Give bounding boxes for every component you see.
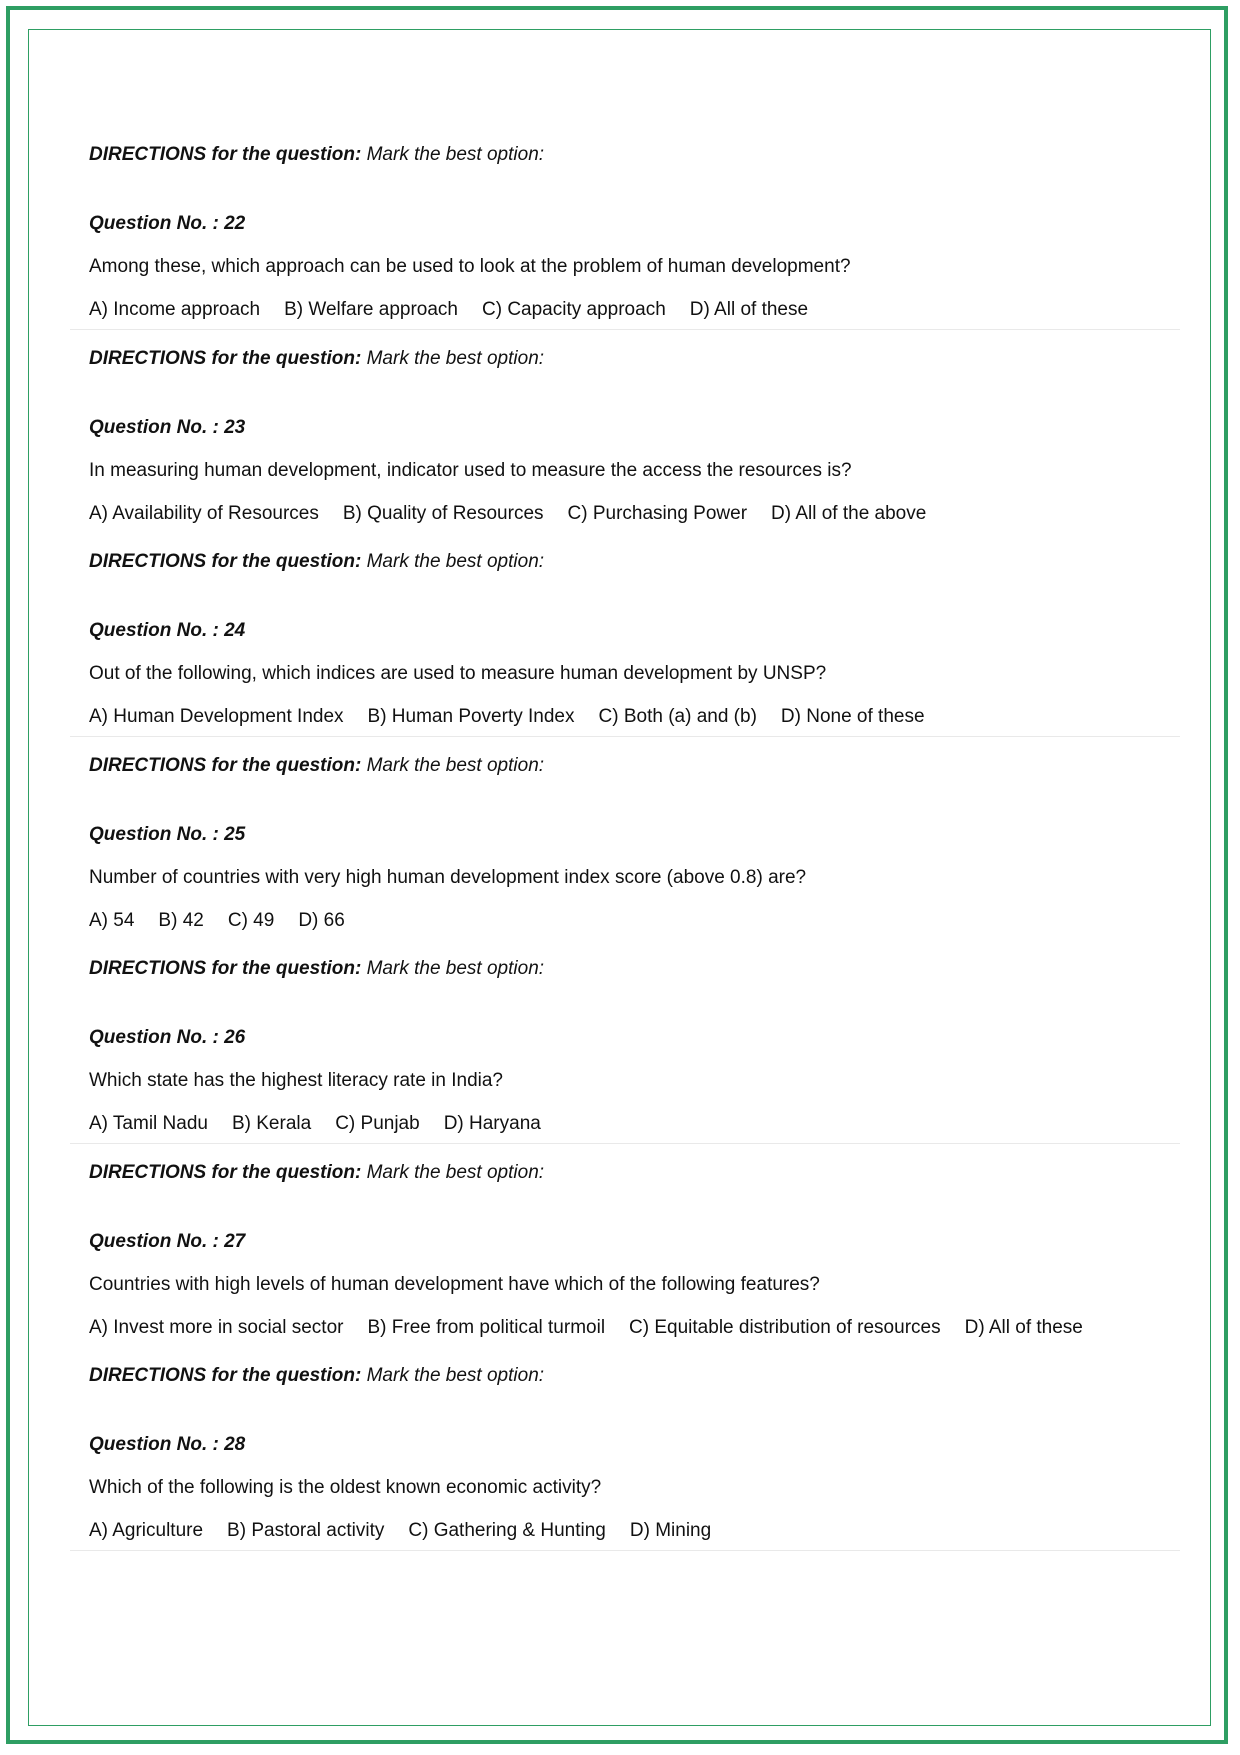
question-number: Question No. : 24 [89,620,246,641]
answer-options [89,705,949,729]
separator-line [70,329,1180,330]
question-block [89,1364,1179,1568]
directions-line [89,957,544,981]
separator-line [70,736,1180,737]
question-block [89,754,1179,958]
option-d: D) None of these [780,706,925,727]
answer-options [89,1316,1107,1340]
option-c: C) Both (a) and (b) [598,706,757,727]
option-c: C) Purchasing Power [567,502,748,524]
option-b: B) Welfare approach [284,299,458,320]
option-d: D) All of these [964,1316,1083,1338]
option-b: B) Quality of Resources [342,502,544,524]
question-number: Question No. : 26 [89,1027,246,1048]
question-block [89,1161,1179,1365]
directions-line [89,550,544,574]
question-text: Which of the following is the oldest known economic activity? [89,1477,602,1498]
directions-line [89,1364,544,1388]
question-number: Question No. : 27 [89,1230,246,1252]
question-number: Question No. : 22 [89,213,246,234]
question-text: Number of countries with very high human development index score (above 0.8) are? [89,866,807,888]
question-text: In measuring human development, indicator used to measure the access the resources is? [89,459,852,481]
directions-text: Mark the best option: [366,144,545,165]
option-c: C) Punjab [335,1113,420,1134]
option-d: D) All of the above [771,502,927,524]
separator-line [70,1550,1180,1551]
question-number: Question No. : 28 [89,1434,246,1455]
question-number: Question No. : 23 [89,416,246,438]
question-block [89,550,1179,754]
option-a: A) Invest more in social sector [89,1316,344,1338]
option-d: D) Mining [629,1520,712,1541]
separator-line [70,1143,1180,1144]
option-a: A) Availability of Resources [89,502,319,524]
directions-label: DIRECTIONS for the question: [89,551,362,572]
directions-text: Mark the best option: [366,958,545,979]
option-a: A) 54 [89,909,135,931]
question-text: Among these, which approach can be used to look at the problem of human development? [89,256,851,277]
answer-options [89,909,369,933]
answer-options [89,298,832,322]
question-text: Countries with high levels of human development have which of the following features? [89,1273,820,1295]
option-b: B) Human Poverty Index [367,706,575,727]
answer-options [89,502,950,526]
option-b: B) Pastoral activity [227,1520,385,1541]
directions-text: Mark the best option: [366,551,545,572]
directions-text: Mark the best option: [366,1365,545,1386]
directions-line [89,754,544,778]
option-d: D) 66 [298,909,345,931]
option-b: B) Free from political turmoil [367,1316,606,1338]
option-b: B) Kerala [231,1113,312,1134]
answer-options [89,1519,735,1543]
directions-text: Mark the best option: [366,347,545,369]
option-c: C) Gathering & Hunting [408,1520,606,1541]
option-a: A) Agriculture [89,1520,204,1541]
question-text: Out of the following, which indices are used to measure human development by UNSP? [89,663,827,684]
directions-text: Mark the best option: [366,1161,545,1183]
option-a: A) Tamil Nadu [89,1113,208,1134]
directions-label: DIRECTIONS for the question: [89,754,362,776]
option-c: C) Equitable distribution of resources [629,1316,941,1338]
directions-label: DIRECTIONS for the question: [89,144,362,165]
question-number: Question No. : 25 [89,823,246,845]
option-d: D) All of these [689,299,809,320]
directions-label: DIRECTIONS for the question: [89,958,362,979]
directions-label: DIRECTIONS for the question: [89,1161,362,1183]
option-a: A) Income approach [89,299,261,320]
option-a: A) Human Development Index [89,706,344,727]
directions-line [89,347,544,371]
question-block [89,347,1179,551]
directions-text: Mark the best option: [366,754,545,776]
directions-label: DIRECTIONS for the question: [89,1365,362,1386]
question-block [89,143,1179,347]
directions-line [89,1161,544,1185]
option-d: D) Haryana [443,1113,541,1134]
question-list [89,143,1179,1568]
directions-label: DIRECTIONS for the question: [89,347,362,369]
directions-line [89,143,544,167]
answer-options [89,1112,565,1136]
question-block [89,957,1179,1161]
option-c: C) 49 [227,909,275,931]
option-c: C) Capacity approach [482,299,666,320]
option-b: B) 42 [158,909,204,931]
question-text: Which state has the highest literacy rate in India? [89,1070,504,1091]
